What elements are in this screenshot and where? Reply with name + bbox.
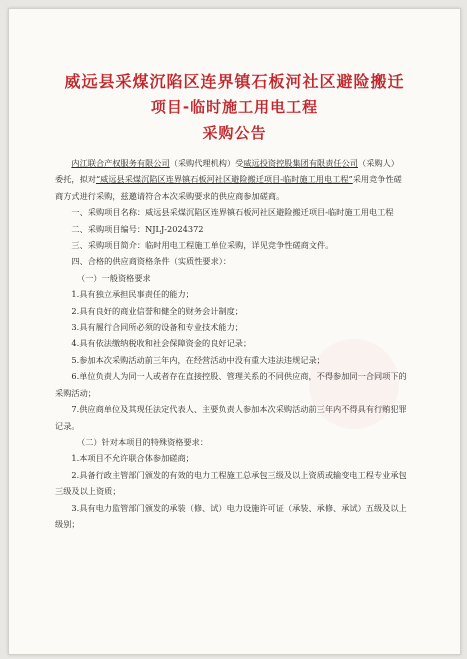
specific-req-1: 1.本项目不允许联合体参加磋商； — [71, 453, 194, 464]
general-req-7: 7.供应商单位及其现任法定代表人、主要负责人参加本次采购活动前三年内不得具有行贿犯罪记录。 — [55, 404, 407, 431]
document-body — [55, 155, 407, 532]
general-req-2: 2.具有良好的商业信誉和健全的财务会计制度； — [71, 305, 243, 316]
specific-req-3: 3.具有电力监管部门颁发的承装（修、试）电力设施许可证（承装、承修、承试）五级及以上级别； — [55, 502, 407, 529]
general-req-4: 4.具有依法缴纳税收和社会保障资金的良好记录； — [71, 338, 252, 349]
item-3-label: 三、采购项目简介： — [71, 240, 146, 251]
general-req-5: 5.参加本次采购活动前三年内，在经营活动中没有重大违法违规记录； — [71, 354, 325, 365]
item-project-name — [55, 204, 407, 220]
item-project-summary — [55, 237, 407, 253]
title-line-3: 采购公告 — [202, 124, 267, 142]
purchaser-role: （采购人）委托，拟对 — [55, 158, 399, 185]
title-line-1: 威远县采煤沉陷区连界镇石板河社区避险搬迁 — [64, 72, 405, 91]
project-name-quoted: “威远县采煤沉陷区连界镇石板河社区避险搬迁项目-临时施工用电工程” — [95, 174, 353, 185]
intro-paragraph — [55, 155, 407, 204]
agent-name: 内江联合产权服务有限公司 — [71, 158, 170, 168]
title-line-2: 项目-临时施工用电工程 — [150, 98, 319, 116]
general-req-3: 3.具有履行合同所必须的设备和专业技术能力； — [71, 322, 243, 333]
item-2-value: NJLJ-2024372 — [145, 223, 204, 234]
item-qualifications: 四、合格的供应商资格条件（实质性要求）： — [71, 256, 232, 267]
item-3-value: 临时用电工程施工单位采购，详见竞争性磋商文件。 — [145, 240, 334, 251]
document-page — [8, 8, 461, 655]
purchaser-name: 威远投资控股集团有限责任公司 — [243, 158, 358, 168]
general-req-1: 1.具有独立承担民事责任的能力； — [71, 289, 194, 300]
item-2-label: 二、采购项目编号： — [71, 223, 146, 234]
item-1-value: 威远县采煤沉陷区连界镇石板河社区避险搬迁项目-临时施工用电工程 — [145, 207, 394, 218]
general-req-6: 6.单位负责人为同一人或者存在直接控股、管理关系的不同供应商，不得参加同一合同项下的采购活动； — [55, 371, 407, 398]
specific-heading: （二）针对本项目的特殊资格要求： — [77, 436, 209, 447]
intro-rest: 采用竞争性磋商方式进行采购，兹邀请符合本次采购要求的供应商参加磋商。 — [55, 174, 402, 201]
specific-req-2: 2.具备行政主管部门颁发的有效的电力工程施工总承包三级及以上资质或输变电工程专业承包三级及以上资质； — [55, 469, 407, 497]
general-heading: （一）一般资格要求 — [77, 272, 151, 283]
item-project-number — [55, 221, 407, 237]
agent-role: （采购代理机构）受 — [169, 158, 244, 168]
item-1-label: 一、采购项目名称： — [71, 207, 146, 218]
